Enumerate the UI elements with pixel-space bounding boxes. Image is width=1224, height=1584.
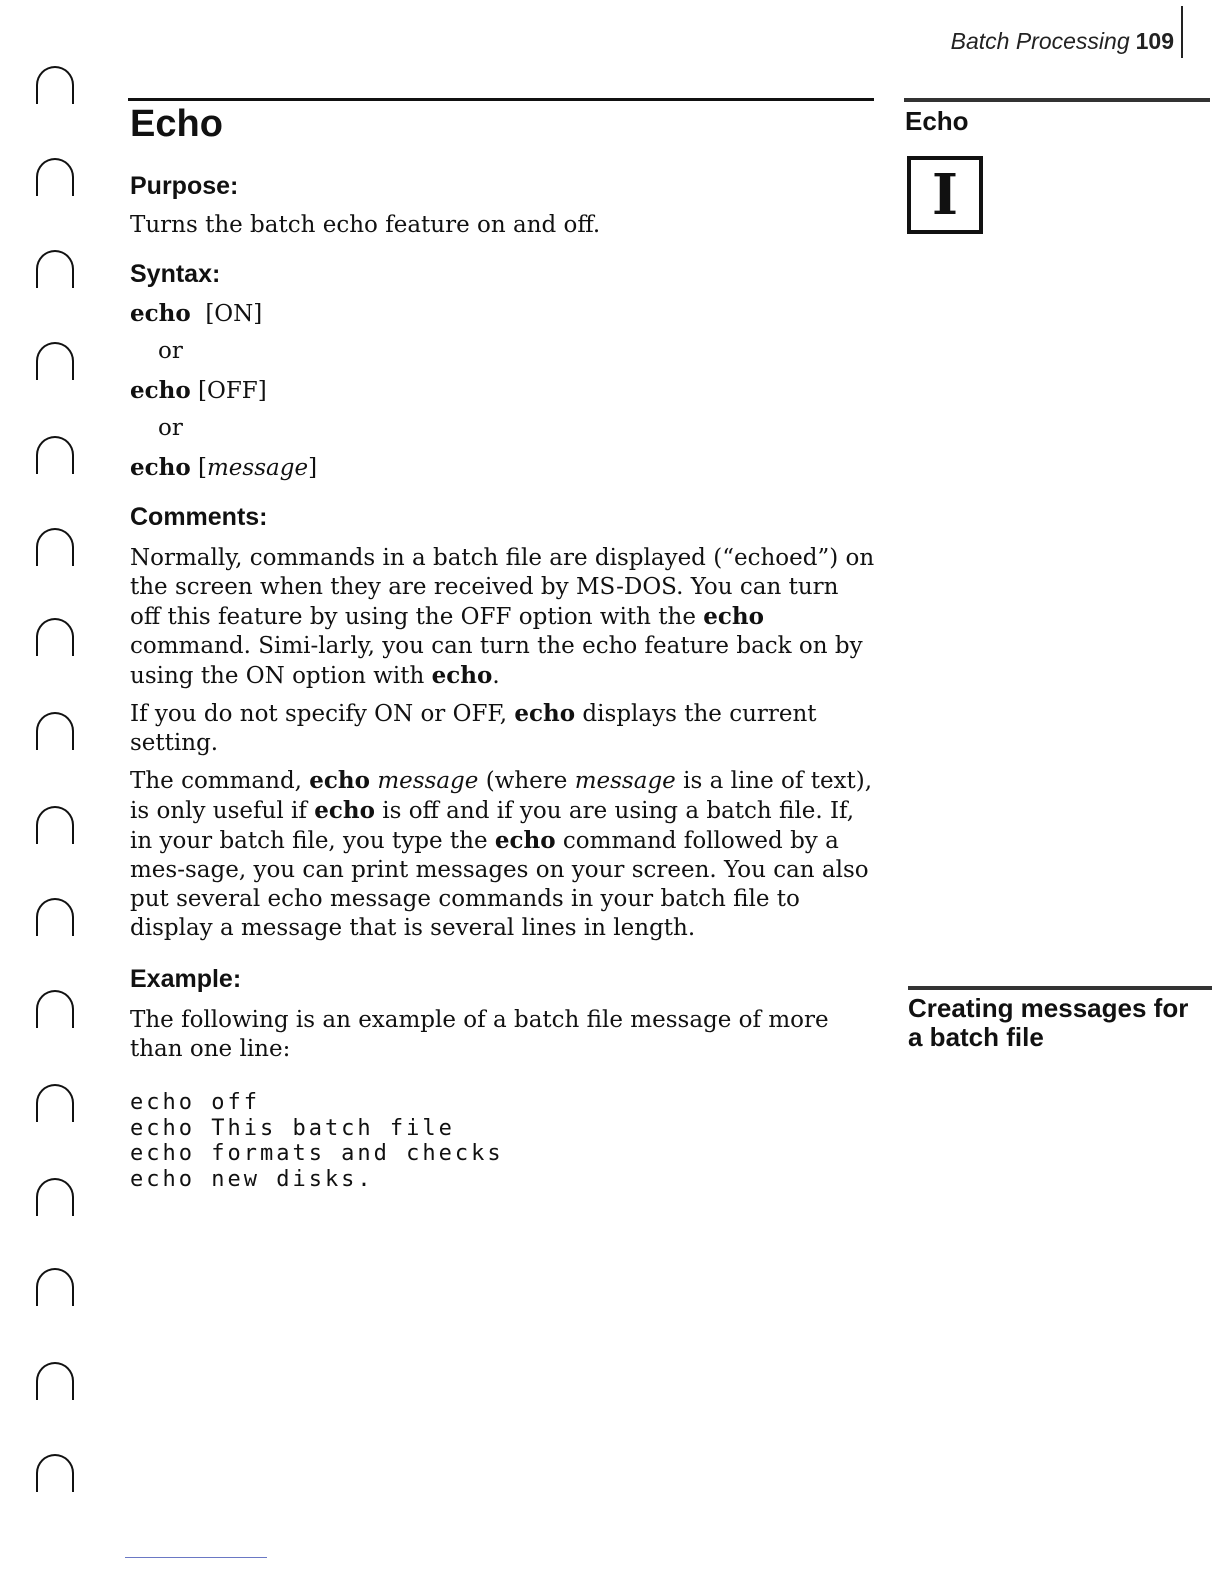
- echo-keyword: echo: [514, 700, 576, 727]
- sidebar-note: Creating messages for a batch file: [908, 993, 1189, 1052]
- syntax-command: echo: [130, 454, 191, 481]
- binder-hole: [36, 66, 74, 104]
- syntax-or: or: [158, 415, 183, 441]
- text-run: is off and if you are using a batch file. If, in your batch file, you type the: [130, 798, 855, 854]
- header-bar: [1181, 6, 1183, 58]
- code-line: echo This batch file: [130, 1115, 455, 1141]
- text-run: If you do not specify ON or OFF,: [130, 701, 515, 727]
- echo-keyword: echo: [703, 603, 764, 630]
- syntax-argument: [ON]: [205, 301, 263, 327]
- text-run: The command,: [130, 768, 310, 794]
- syntax-argument-open: [: [198, 455, 207, 481]
- sidebar-title: Echo: [905, 106, 969, 136]
- binder-hole: [36, 436, 74, 474]
- binder-hole: [36, 342, 74, 380]
- echo-keyword: echo: [314, 797, 375, 824]
- code-line: echo new disks.: [130, 1166, 374, 1192]
- binder-hole: [36, 1268, 74, 1306]
- syntax-line-off: [130, 376, 875, 406]
- binder-hole: [36, 1362, 74, 1400]
- binder-hole: [36, 990, 74, 1028]
- sidebar-note-rule: [908, 986, 1212, 990]
- binder-hole: [36, 528, 74, 566]
- code-line: echo off: [130, 1090, 260, 1115]
- purpose-heading: Purpose:: [130, 172, 239, 200]
- binder-hole: [36, 898, 74, 936]
- text-run: displays the current setting.: [130, 701, 817, 756]
- syntax-command: echo: [130, 300, 191, 327]
- syntax-argument-close: ]: [308, 455, 318, 481]
- syntax-argument: [OFF]: [198, 378, 267, 404]
- message-term: message: [574, 768, 676, 794]
- text-run: command followed by a mes-sage, you can print messages on your screen. You can also put several echo message commands in your batch file to display a message that is several lines in length.: [130, 828, 869, 941]
- binder-hole: [36, 1084, 74, 1122]
- page-number: 109: [1135, 28, 1174, 54]
- binder-hole: [36, 1454, 74, 1492]
- echo-keyword: echo: [494, 827, 556, 854]
- text-run: (where: [478, 768, 575, 794]
- comments-paragraph-1: [130, 544, 875, 691]
- text-run: Normally, commands in a batch file are displayed (“echoed”) on the screen when they are received by MS-DOS. You can turn off this feature by using the OFF option with the: [130, 545, 875, 630]
- syntax-heading: Syntax:: [130, 260, 221, 288]
- syntax-argument-message: message: [207, 455, 309, 481]
- comments-heading: Comments:: [130, 503, 268, 531]
- syntax-line-on: [130, 299, 875, 329]
- example-heading: Example:: [130, 965, 242, 993]
- page-title: Echo: [130, 103, 223, 145]
- binder-hole: [36, 618, 74, 656]
- syntax-command: echo: [130, 377, 191, 404]
- footer-line: [125, 1557, 267, 1558]
- internal-command-badge: I: [907, 156, 983, 234]
- message-term: message: [377, 768, 479, 794]
- syntax-line-message: [130, 453, 875, 483]
- comments-paragraph-3: [130, 766, 875, 943]
- running-header: [951, 28, 1174, 55]
- binder-hole: [36, 712, 74, 750]
- comments-paragraph-2: [130, 699, 875, 758]
- example-text: The following is an example of a batch file message of more than one line:: [130, 1007, 829, 1062]
- example-code: [130, 1090, 875, 1192]
- binder-hole: [36, 806, 74, 844]
- binder-hole: [36, 1178, 74, 1216]
- text-run: .: [492, 663, 500, 689]
- main-content: [130, 100, 875, 1192]
- sidebar-rule: [904, 98, 1210, 102]
- binder-hole: [36, 250, 74, 288]
- code-line: echo formats and checks: [130, 1141, 504, 1166]
- echo-keyword: echo: [309, 767, 370, 794]
- binder-hole: [36, 158, 74, 196]
- syntax-or: or: [158, 338, 183, 364]
- purpose-text: Turns the batch echo feature on and off.: [130, 212, 601, 238]
- header-section: Batch Processing: [950, 28, 1130, 54]
- echo-keyword: echo: [431, 662, 493, 689]
- text-run: command. Simi-larly, you can turn the echo feature back on by using the ON option with: [130, 633, 863, 689]
- text-run: is a line of text), is only useful if: [130, 768, 873, 824]
